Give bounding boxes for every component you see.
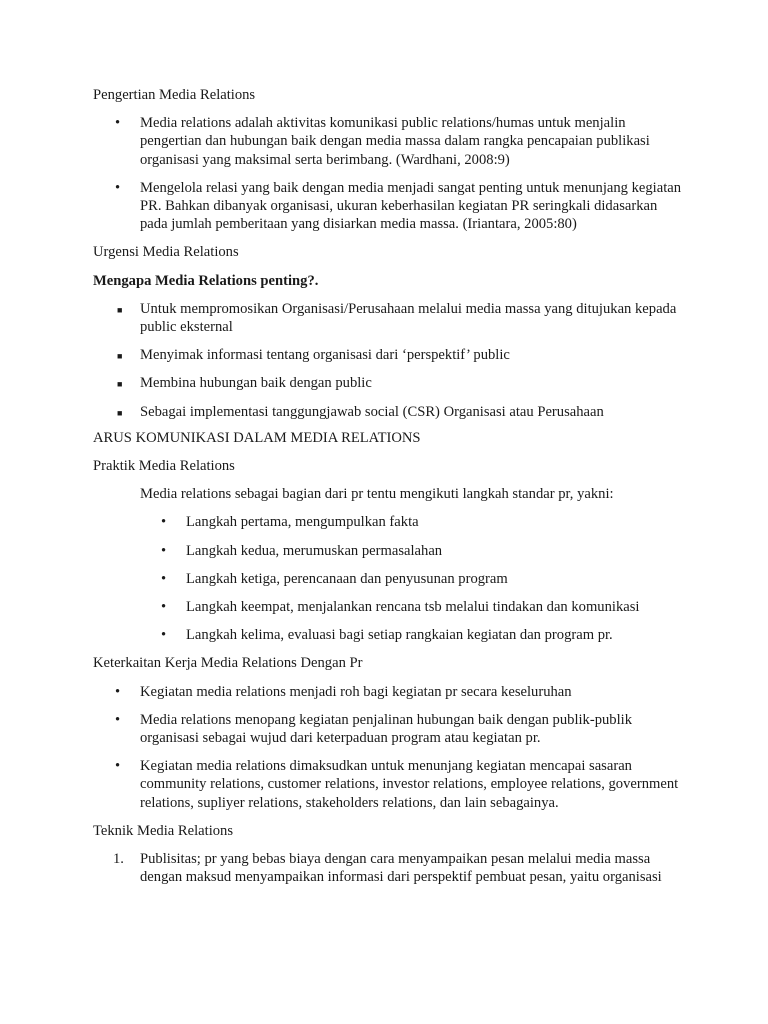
list-item: [93, 711, 683, 747]
heading-pengertian: Pengertian Media Relations: [93, 87, 256, 103]
heading-keterkaitan: Keterkaitan Kerja Media Relations Dengan Pr: [93, 655, 363, 672]
square-bullet-marker: ■: [117, 407, 123, 418]
bullet-marker: •: [161, 514, 167, 531]
bullet-marker: •: [115, 115, 121, 132]
list-pengertian: [93, 114, 683, 233]
list-item-text: Membina hubungan baik dengan public: [140, 375, 372, 392]
heading-urgensi: Urgensi Media Relations: [93, 244, 239, 261]
bullet-marker: •: [161, 627, 167, 644]
bullet-marker: •: [115, 758, 121, 775]
bullet-marker: •: [115, 683, 121, 700]
bullet-marker: •: [161, 599, 167, 616]
list-item-text: Langkah keempat, menjalankan rencana tsb melalui tindakan dan komunikasi: [186, 599, 640, 616]
square-bullet-marker: ■: [117, 351, 123, 362]
list-item-text: Langkah ketiga, perencanaan dan penyusunan program: [186, 570, 508, 587]
list-urgensi: [93, 300, 683, 421]
list-item: [93, 626, 683, 644]
list-item: [93, 114, 683, 169]
list-item-text: Kegiatan media relations dimaksudkan untuk menunjang kegiatan mencapai sasaran community relations, customer relations, investor relations, employee relations, government relations, supliyer relations, stakeholders relations, dan lain sebagainya.: [140, 758, 679, 811]
list-teknik: [93, 850, 683, 886]
list-item-text: Langkah kelima, evaluasi bagi setiap rangkaian kegiatan dan program pr.: [186, 627, 613, 644]
list-item: [93, 542, 683, 560]
bullet-marker: •: [161, 570, 167, 587]
list-item: [93, 346, 683, 364]
document-content: [93, 86, 683, 897]
list-item-text: Kegiatan media relations menjadi roh bagi kegiatan pr secara keseluruhan: [140, 683, 572, 700]
praktik-intro: Media relations sebagai bagian dari pr tentu mengikuti langkah standar pr, yakni:: [140, 486, 614, 503]
list-praktik: [93, 513, 683, 644]
heading-arus: ARUS KOMUNIKASI DALAM MEDIA RELATIONS: [93, 429, 421, 446]
list-item: [93, 374, 683, 392]
square-bullet-marker: ■: [117, 304, 123, 315]
list-item-text: Media relations adalah aktivitas komunikasi public relations/humas untuk menjalin pengertian dan hubungan baik dengan media massa dalam rangka pencapaian publikasi organisasi yang maksimal serta berimbang. (Wardhani, 2008:9): [140, 115, 650, 168]
numbered-list-item: [93, 850, 683, 886]
list-item-text: Untuk mempromosikan Organisasi/Perusahaan melalui media massa yang ditujukan kepada public eksternal: [140, 300, 677, 336]
list-item: [93, 683, 683, 701]
list-item-text: Mengelola relasi yang baik dengan media menjadi sangat penting untuk menunjang kegiatan PR. Bahkan dibanyak organisasi, ukuran keberhasilan kegiatan PR seringkali didasarkan pada jumlah pemberitaan yang disiarkan media massa. (Iriantara, 2005:80): [140, 179, 682, 233]
heading-teknik: Teknik Media Relations: [93, 822, 234, 839]
heading-praktik: Praktik Media Relations: [93, 458, 235, 475]
list-item-text: Sebagai implementasi tanggungjawab social (CSR) Organisasi atau Perusahaan: [140, 403, 604, 420]
list-item: [93, 757, 683, 812]
list-number: 1.: [113, 851, 124, 868]
subheading-mengapa: Mengapa Media Relations penting?.: [93, 272, 319, 289]
list-item-text: Media relations menopang kegiatan penjalinan hubungan baik dengan publik-publik organisasi sebagai wujud dari keterpaduan program atau kegiatan pr.: [140, 711, 633, 747]
list-item: [93, 403, 683, 421]
square-bullet-marker: ■: [117, 379, 123, 390]
bullet-marker: •: [161, 542, 167, 559]
list-item: [93, 300, 683, 336]
list-item-text: Publisitas; pr yang bebas biaya dengan cara menyampaikan pesan melalui media massa dengan maksud menyampaikan informasi dari perspektif pembuat pesan, yaitu organisasi: [140, 851, 662, 886]
list-item: [93, 570, 683, 588]
list-item-text: Langkah pertama, mengumpulkan fakta: [186, 514, 419, 531]
list-item-text: Langkah kedua, merumuskan permasalahan: [186, 542, 443, 559]
list-item: [93, 179, 683, 234]
bullet-marker: •: [115, 179, 121, 196]
bullet-marker: •: [115, 711, 121, 728]
list-item-text: Menyimak informasi tentang organisasi dari ‘perspektif’ public: [140, 347, 510, 364]
list-keterkaitan: [93, 683, 683, 812]
list-item: [93, 598, 683, 616]
list-item: [93, 513, 683, 531]
